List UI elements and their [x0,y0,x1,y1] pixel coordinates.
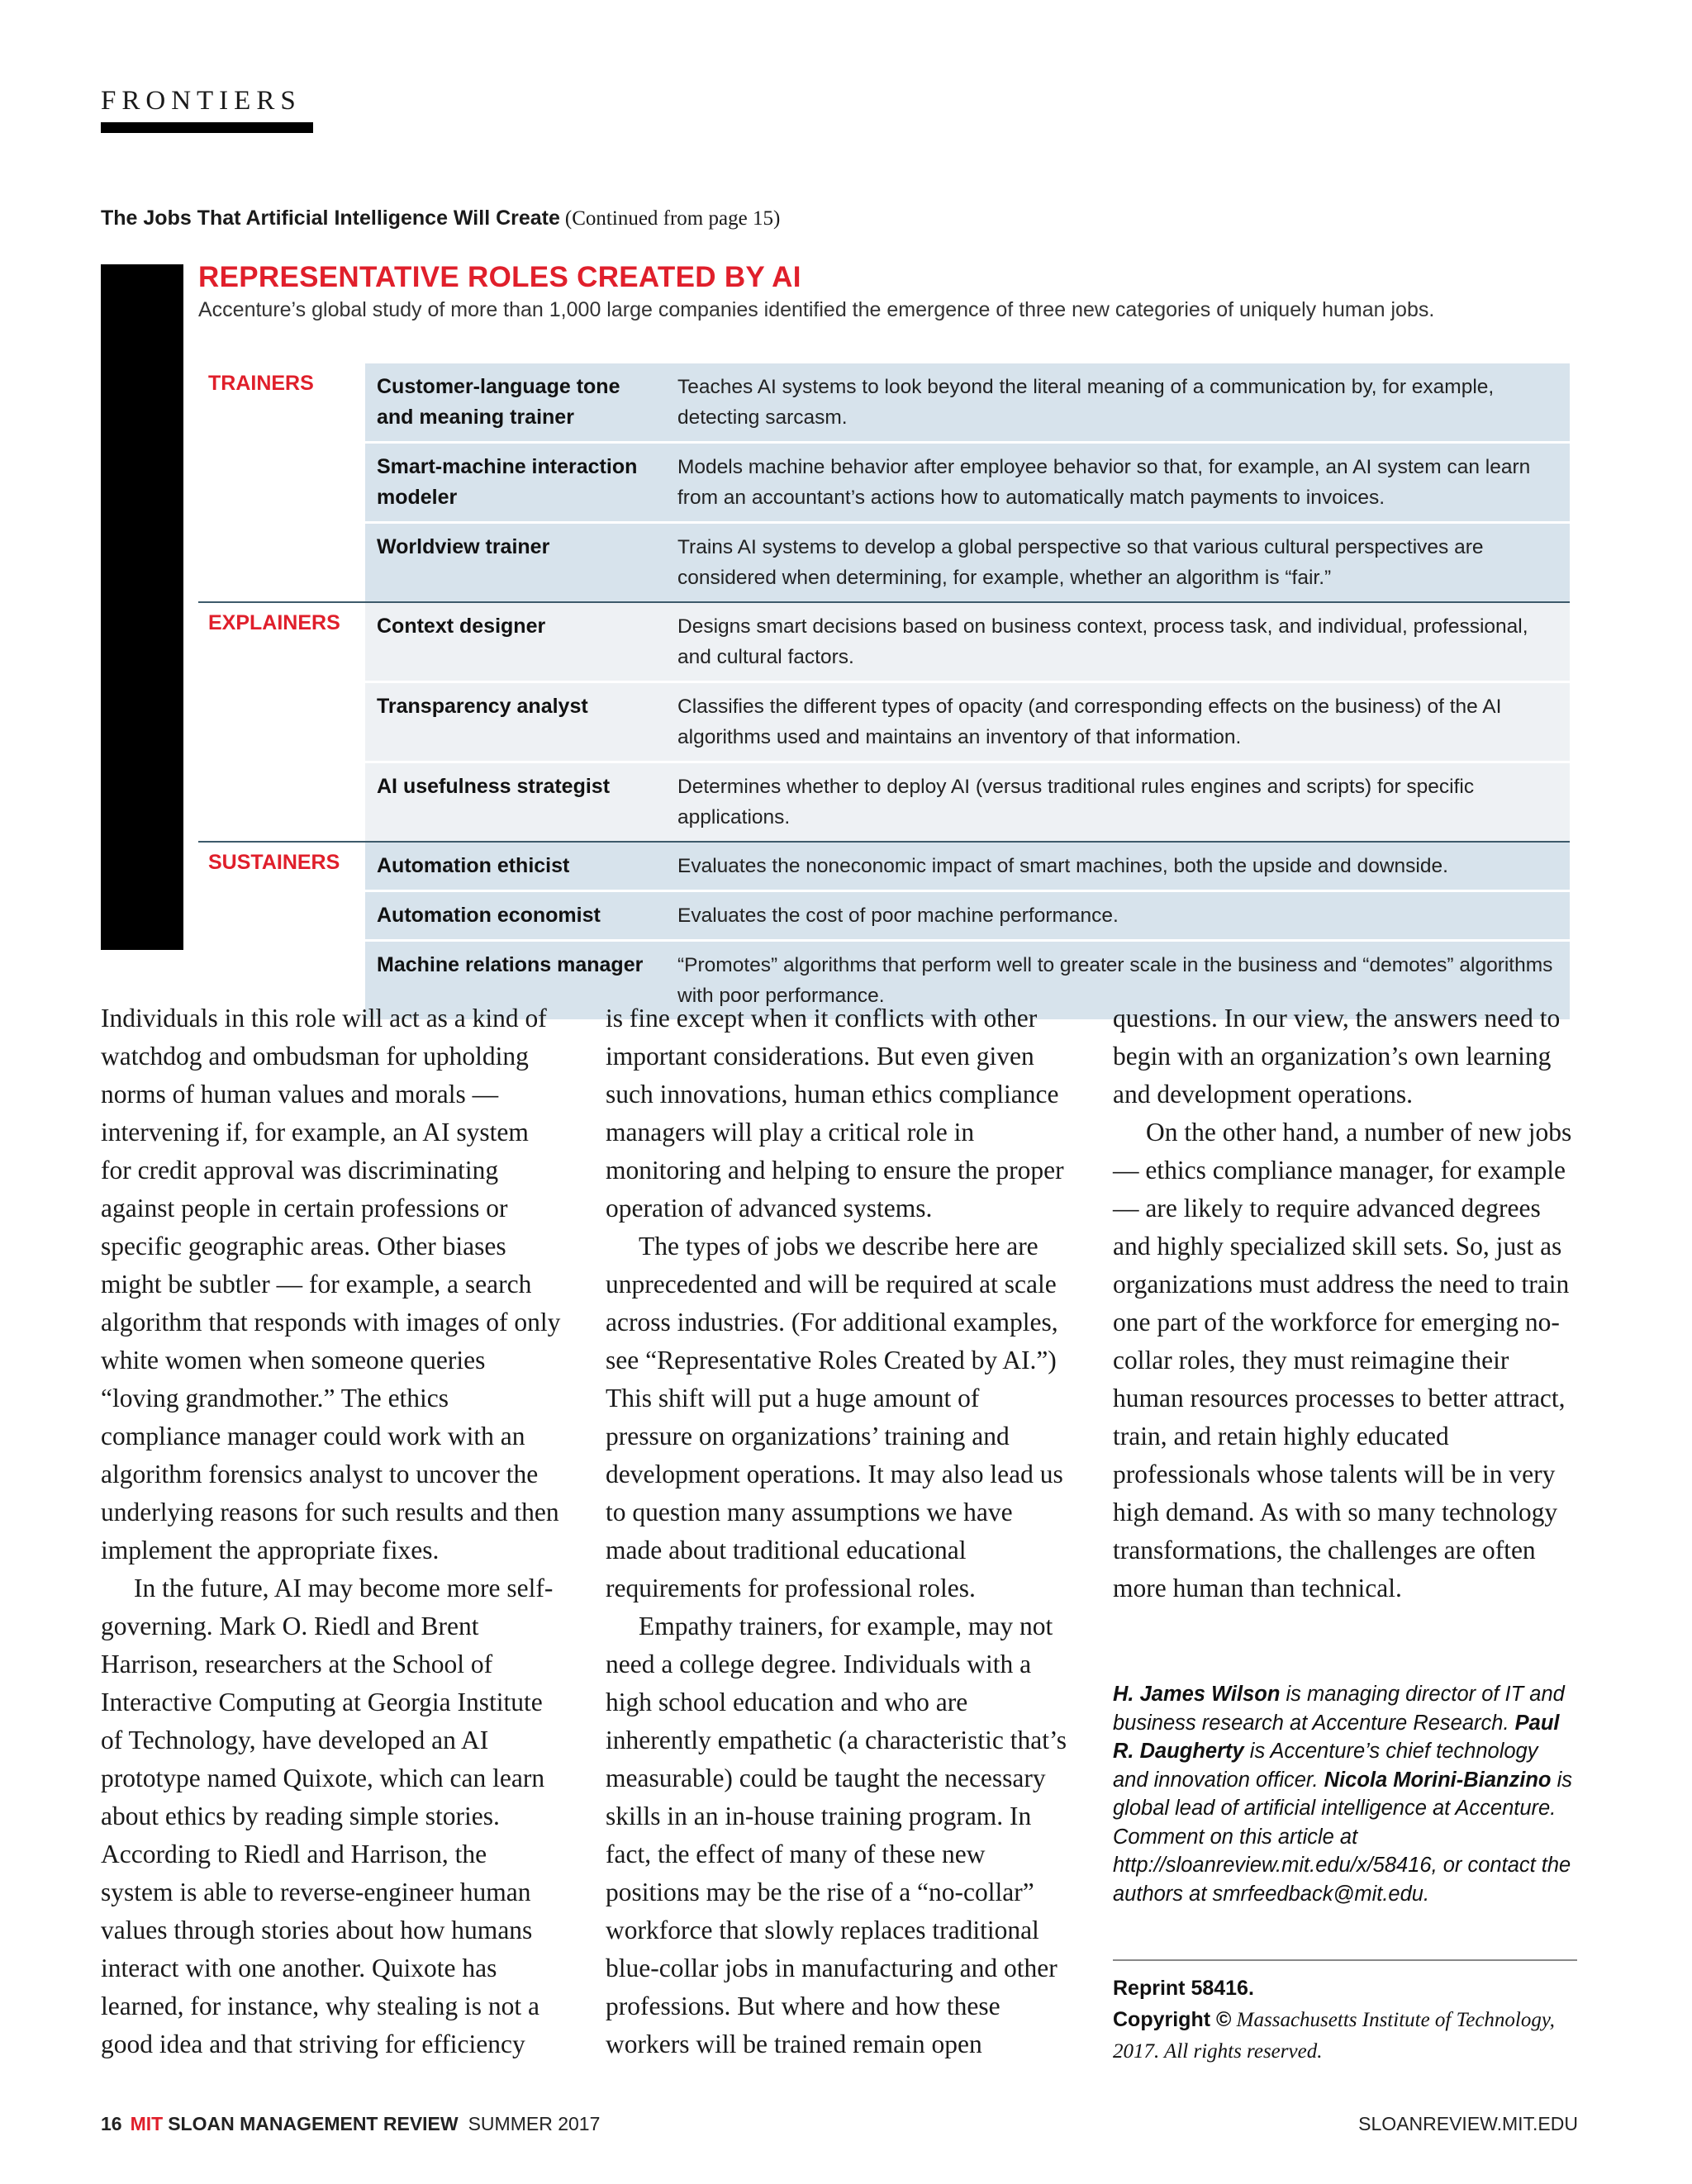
role-title: Smart-machine interaction modeler [377,455,638,509]
role-row [365,683,1570,763]
category-explainers [198,603,1570,843]
page-number: 16 [101,2113,122,2134]
footer-left [101,2113,600,2135]
role-row [365,843,1570,892]
bio-text: is global lead of artificial intelligence at Accenture. Comment on this article at http://sloanreview.mit.edu/x/58416, or contact the authors at smrfeedback@mit.edu. [1113,1768,1572,1906]
role-row [365,763,1570,841]
continued-line [101,207,780,230]
role-row [365,444,1570,524]
copyright-label: Copyright © [1113,2008,1232,2031]
role-description: “Promotes” algorithms that perform well to greater scale in the business and “demotes” algorithms with poor performance. [677,954,1553,1007]
paragraph: In the future, AI may become more self-governing. Mark O. Riedl and Brent Harrison, researchers at the School of Interactive Computing at Georgia Institute of Technology, have developed an AI prototype named Quixote, which can learn about ethics by reading simple stories. According to Riedl and Harrison, the system is able to reverse-engineer human values through stories about how humans interact with one another. Quixote has learned, for instance, why stealing is not a good idea and that striving for efficiency [101,1574,554,2058]
role-description: Teaches AI systems to look beyond the literal meaning of a communication by, for example, detecting sarcasm. [677,376,1495,429]
copyright-text: Massachusetts Institute of Technology, 2017. All rights reserved. [1113,2009,1555,2063]
role-row [365,892,1570,942]
role-row [365,524,1570,601]
bio-divider [1113,1959,1577,1961]
role-title: AI usefulness strategist [377,775,611,798]
paragraph: Individuals in this role will act as a kind of watchdog and ombudsman for upholding norms of human values and morals — intervening if, for example, an AI system for credit approval was discriminating against people in certain professions or specific geographic areas. Other biases might be subtler — for example, a search algorithm that responds with images of only white women when someone queries “loving grandmother.” The ethics compliance manager could work with an algorithm forensics analyst to uncover the underlying reasons for such results and then implement the appropriate fixes. [101,1004,561,1564]
body-column-3 [1113,999,1576,1607]
role-title: Machine relations manager [377,953,644,976]
roles-table [198,363,1570,1019]
sidebar-title: REPRESENTATIVE ROLES CREATED BY AI [198,261,801,293]
role-title: Automation ethicist [377,854,570,877]
brand-mit: MIT [130,2113,164,2134]
paragraph: is fine except when it conflicts with other important considerations. But even given such innovations, human ethics compliance managers will play a critical role in monitoring and helping to ensure the proper operation of advanced systems. [606,1004,1064,1223]
category-label: TRAINERS [208,372,314,395]
role-row [365,363,1570,444]
paragraph: On the other hand, a number of new jobs — ethics compliance manager, for example — are likely to require advanced degrees and highly specialized skill sets. So, just as organizations must address the need to train one part of the workforce for emerging no-collar roles, they must reimagine their human resources processes to better attract, train, and retain highly educated professionals whose talents will be in very high demand. As with so many technology transformations, the challenges are often more human than technical. [1113,1118,1572,1602]
sidebar-accent-bar [101,264,183,950]
role-title: Transparency analyst [377,695,588,718]
page-footer [101,2113,1578,2135]
author-name: Nicola Morini-Bianzino [1324,1768,1552,1792]
publication-name: SLOAN MANAGEMENT REVIEW [168,2113,459,2134]
role-title: Context designer [377,615,546,638]
category-sustainers [198,843,1570,1019]
continued-note: (Continued from page 15) [564,207,781,230]
role-description: Trains AI systems to develop a global perspective so that various cultural perspectives are considered when determining, for example, whether an algorithm is “fair.” [677,536,1484,589]
author-name: H. James Wilson [1113,1683,1281,1706]
author-name: Paul R. Daugherty [1113,1711,1560,1763]
category-label: EXPLAINERS [208,611,340,634]
author-bio [1113,1680,1576,1908]
reprint-number: Reprint 58416. [1113,1977,1254,2000]
section-label: FRONTIERS [101,86,302,116]
section-rule [101,122,313,133]
body-column-2 [606,999,1068,2063]
body-column-1 [101,999,563,2063]
sidebar-subtitle: Accenture’s global study of more than 1,000 large companies identified the emergence of three new categories of uniquely human jobs. [198,298,1435,321]
role-description: Determines whether to deploy AI (versus traditional rules engines and scripts) for specific applications. [677,776,1475,828]
paragraph: questions. In our view, the answers need to begin with an organization’s own learning and development operations. [1113,1004,1561,1109]
category-label: SUSTAINERS [208,851,340,874]
category-trainers [198,363,1570,603]
role-title: Worldview trainer [377,535,550,558]
role-title: Automation economist [377,904,601,927]
paragraph: The types of jobs we describe here are unprecedented and will be required at scale across industries. (For additional examples, see “Representative Roles Created by AI.”) This shift will put a huge amount of pressure on organizations’ training and development operations. It may also lead us to question many assumptions we have made about traditional educational requirements for professional roles. [606,1232,1063,1602]
bio-text: is managing director of IT and business research at Accenture Research. [1113,1683,1565,1735]
role-description: Evaluates the noneconomic impact of smart machines, both the upside and downside. [677,855,1448,877]
paragraph: Empathy trainers, for example, may not need a college degree. Individuals with a high school education and who are inherently empathetic (a characteristic that’s measurable) could be taught the necessary skills in an in-house training program. In fact, the effect of many of these new positions may be the rise of a “no-collar” workforce that slowly replaces traditional blue-collar jobs in manufacturing and other professions. But where and how these workers will be trained remain open [606,1612,1067,2058]
issue: SUMMER 2017 [468,2113,601,2134]
role-description: Classifies the different types of opacity (and corresponding effects on the business) of the AI algorithms used and maintains an inventory of that information. [677,696,1502,748]
footer-url: SLOANREVIEW.MIT.EDU [1358,2113,1578,2134]
role-title: Customer-language tone and meaning trainer [377,375,620,429]
role-description: Evaluates the cost of poor machine performance. [677,904,1119,927]
role-description: Models machine behavior after employee behavior so that, for example, an AI system can learn from an accountant’s actions how to automatically match payments to invoices. [677,456,1531,509]
article-title: The Jobs That Artificial Intelligence Will Create [101,207,560,230]
role-description: Designs smart decisions based on business context, process task, and individual, professional, and cultural factors. [677,615,1528,668]
role-row [365,603,1570,683]
bio-text: is Accenture’s chief technology and innovation officer. [1113,1740,1538,1792]
reprint-info [1113,1973,1576,2068]
